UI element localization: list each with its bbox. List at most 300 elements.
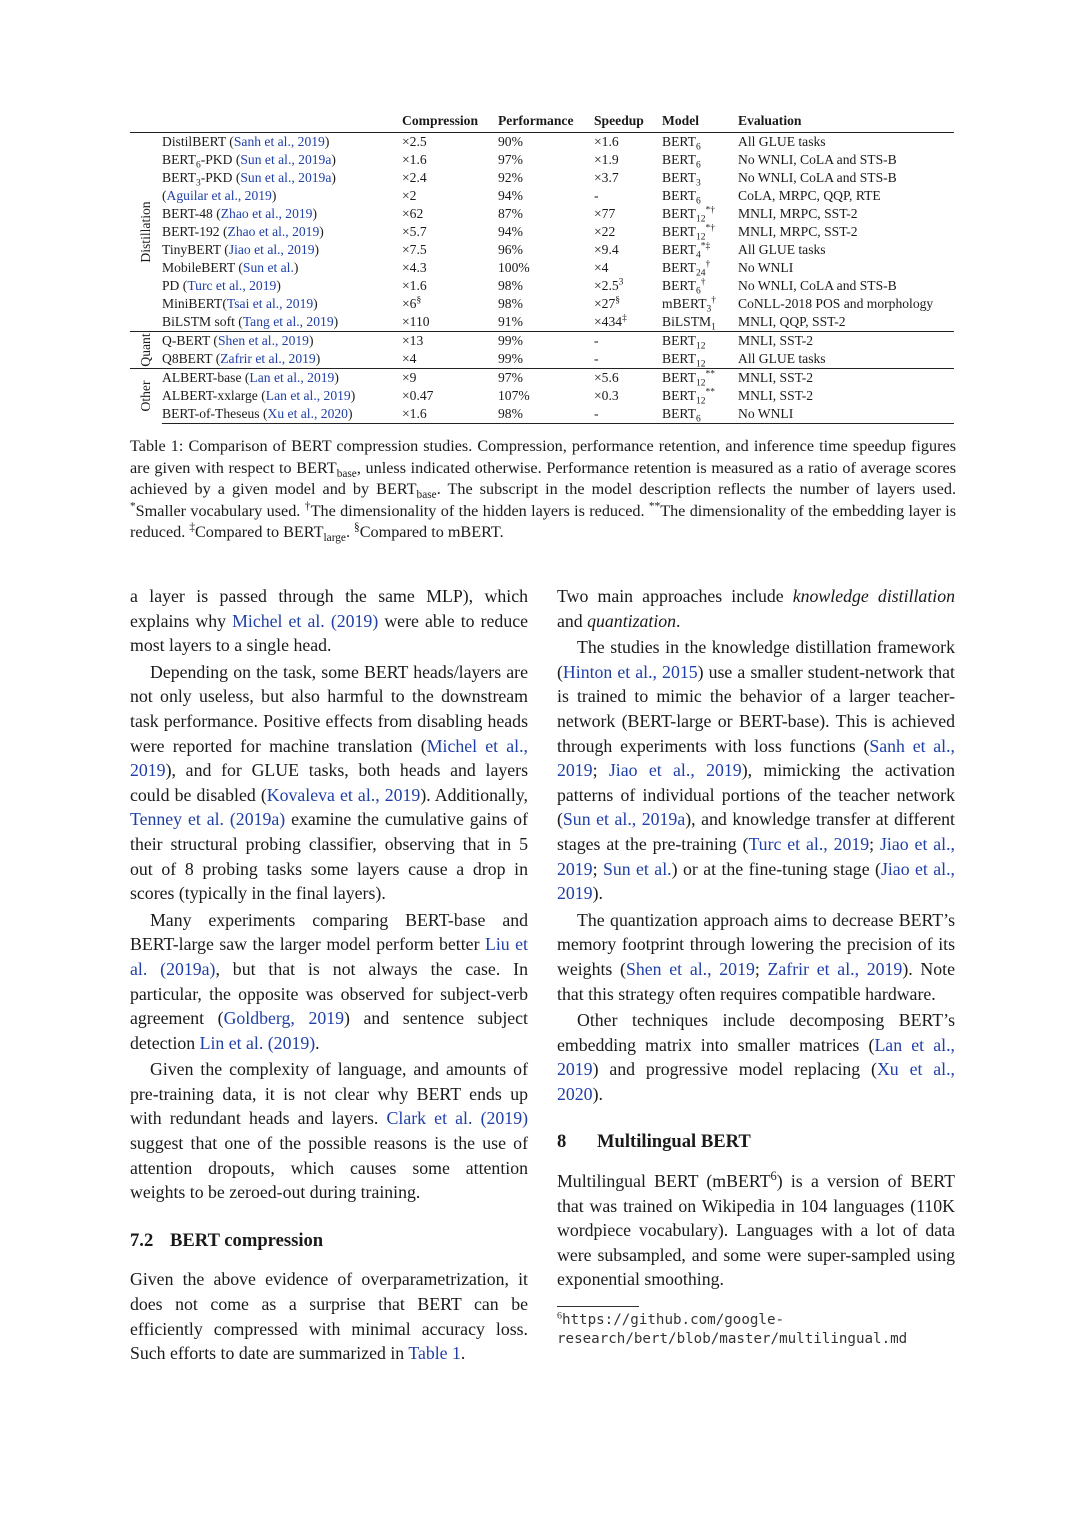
citation-link[interactable]: Zafrir et al., 2019	[767, 958, 903, 979]
speedup-cell	[594, 405, 662, 424]
compression-cell	[402, 151, 498, 169]
performance-cell: 94%	[498, 188, 523, 203]
compression-value: ×0.47	[402, 388, 434, 403]
group-label: Other	[138, 380, 153, 412]
compression-value: ×5.7	[402, 224, 427, 239]
table-row	[130, 169, 954, 187]
citation-link[interactable]: Tsai et al., 2019	[226, 296, 314, 311]
citation-link[interactable]: Liu et al. (2019a)	[130, 934, 528, 979]
text-span: Many experiments comparing BERT-base and BERT-large saw the larger model perform better	[130, 909, 528, 955]
citation-link[interactable]: Xu et al., 2020	[557, 1059, 955, 1104]
compression-value: ×1.6	[402, 278, 427, 293]
text-span: Other techniques include decomposing BERT’s embedding matrix into smaller matrices (	[557, 1010, 955, 1055]
compression-value: ×1.6	[402, 152, 427, 167]
speedup-value: -	[594, 351, 599, 366]
text-span: ;	[869, 833, 881, 854]
speedup-cell	[594, 133, 662, 152]
text-span: The studies in the knowledge distillation framework (	[557, 637, 955, 682]
evaluation-cell: MNLI, MRPC, SST-2	[738, 206, 858, 221]
speedup-value: ×5.6	[594, 370, 619, 385]
base-model-layers: 6	[695, 160, 701, 171]
citation-link[interactable]: Zhao et al., 2019	[220, 206, 313, 221]
table-row	[130, 313, 954, 332]
base-model-layers: 12	[695, 359, 706, 370]
base-model-note: †	[700, 277, 706, 288]
paragraph	[130, 584, 528, 658]
model-name-cell: MobileBERT (Sun et al.)	[162, 260, 299, 275]
speedup-cell	[594, 369, 662, 388]
text-span: , but that is not always the case. In particular, the opposite was observed for subject-verb agreement (	[130, 958, 528, 1029]
compression-value: ×1.6	[402, 406, 427, 421]
base-model-layers: 12	[695, 232, 706, 243]
base-model-note: *†	[705, 205, 715, 216]
base-model-layers: 1	[711, 322, 716, 333]
model-name: BERT-of-Theseus	[162, 406, 260, 421]
base-model-cell	[662, 223, 738, 241]
subscript: base	[416, 489, 437, 502]
header-model: Model	[662, 112, 738, 133]
model-name-cell: PD (Turc et al., 2019)	[162, 278, 281, 293]
base-model-cell	[662, 387, 738, 405]
base-model-cell	[662, 313, 738, 332]
table-row	[130, 277, 954, 295]
header-speedup: Speedup	[594, 112, 662, 133]
base-model-layers: 6	[695, 286, 701, 297]
citation-link[interactable]: Turc et al., 2019	[187, 278, 277, 293]
speedup-cell	[594, 295, 662, 313]
superscript: *	[130, 500, 136, 513]
base-model-layers: 12	[695, 396, 706, 407]
base-model-name: BERT	[662, 152, 696, 167]
compression-value: ×2.5	[402, 134, 427, 149]
compression-value: ×4.3	[402, 260, 427, 275]
speedup-cell	[594, 187, 662, 205]
subscript: large	[323, 532, 346, 545]
base-model-cell	[662, 151, 738, 169]
right-column	[557, 584, 955, 1348]
table-row	[130, 151, 954, 169]
section-heading	[130, 1229, 528, 1254]
model-name-cell: $BERT_6$-PKD (Sun et al., 2019a)	[162, 152, 336, 171]
compression-cell	[402, 405, 498, 424]
model-name: BERT-48	[162, 206, 213, 221]
evaluation-cell: MNLI, SST-2	[738, 388, 814, 403]
compression-value: ×13	[402, 333, 424, 348]
base-model-name: BERT	[662, 224, 696, 239]
model-name: PD	[162, 278, 180, 293]
citation-link[interactable]: Aguilar et al., 2019	[166, 188, 272, 203]
base-model-note: †	[711, 295, 717, 306]
speedup-cell	[594, 387, 662, 405]
compression-cell	[402, 295, 498, 313]
speedup-cell	[594, 151, 662, 169]
section-title: BERT compression	[170, 1229, 324, 1251]
text-span: ) use a smaller student-network that is trained to mimic the behavior of a larger teacher-network (BERT-large or BERT-base). This is achieved through experiments with loss functions (	[557, 661, 955, 756]
header-group	[130, 112, 162, 133]
base-model-name: BERT	[662, 333, 696, 348]
speedup-value: ×0.3	[594, 388, 619, 403]
speedup-value: ×2.5	[594, 278, 619, 293]
footnote-mark: 6	[557, 1310, 562, 1322]
model-name-cell: ALBERT-xxlarge (Lan et al., 2019)	[162, 388, 356, 403]
base-model-layers: 12	[695, 214, 706, 225]
compression-value: ×9	[402, 370, 417, 385]
text-span: ) is a version of BERT that was trained on Wikipedia in 104 languages (110K wordpiece vocabulary). Languages with a lot of data were subsampled, and some were super-sampled using exponential smoothing.	[557, 1171, 955, 1290]
performance-cell: 96%	[498, 242, 523, 257]
text-span: ). Note that this strategy often requires compatible hardware.	[557, 958, 955, 1004]
speedup-cell	[594, 277, 662, 295]
base-model-layers: 6	[695, 414, 701, 425]
speedup-cell	[594, 259, 662, 277]
base-model-cell	[662, 205, 738, 223]
section-heading	[557, 1130, 955, 1155]
evaluation-cell: No WNLI, CoLA and STS-B	[738, 170, 897, 185]
citation-link[interactable]: Xu et al., 2020	[267, 406, 348, 421]
compression-cell	[402, 259, 498, 277]
model-name-cell: BERT-of-Theseus (Xu et al., 2020)	[162, 405, 402, 424]
paragraph	[557, 584, 955, 633]
citation-link[interactable]: Jiao et al., 2019	[608, 760, 742, 781]
performance-cell: 92%	[498, 170, 523, 185]
base-model-layers: 6	[695, 142, 701, 153]
text-span: ).	[592, 1083, 603, 1104]
text-span: The dimensionality of the embedding layer is reduced.	[130, 501, 957, 541]
base-model-note: **	[705, 369, 715, 380]
speedup-value: ×9.4	[594, 242, 619, 257]
text-span: ), mimicking the activation patterns of individual portions of the teacher network (	[557, 760, 955, 830]
left-column	[130, 584, 528, 1366]
evaluation-cell: All GLUE tasks	[738, 133, 954, 152]
citation-link[interactable]: Sun et al., 2019a	[562, 809, 686, 830]
base-model-layers: 24	[695, 268, 706, 279]
compression-cell	[402, 187, 498, 205]
evaluation-cell: No WNLI	[738, 260, 794, 275]
text-span: ). Additionally,	[420, 784, 528, 805]
model-name: BiLSTM soft	[162, 314, 235, 329]
text-span: ;	[754, 958, 768, 979]
paragraph	[557, 908, 955, 1006]
table-row	[130, 295, 954, 313]
model-name-cell: MiniBERT(Tsai et al., 2019)	[162, 296, 318, 311]
compression-note: §	[416, 295, 422, 306]
text-span: ;	[592, 760, 609, 781]
model-name-cell: Q-BERT (Shen et al., 2019)	[162, 332, 402, 351]
base-model-cell	[662, 133, 738, 152]
citation-link[interactable]: Sun et al., 2019a	[240, 152, 332, 167]
performance-cell: 98%	[498, 405, 594, 424]
evaluation-cell: All GLUE tasks	[738, 242, 826, 257]
performance-cell: 94%	[498, 224, 523, 239]
superscript: **	[648, 500, 661, 513]
table-row	[130, 205, 954, 223]
citation-link[interactable]: Shen et al., 2019	[217, 333, 309, 348]
evaluation-cell: No WNLI	[738, 405, 954, 424]
model-name-cell: Q8BERT (Zafrir et al., 2019)	[162, 351, 321, 366]
section-number: 8	[557, 1131, 567, 1153]
compression-cell	[402, 369, 498, 388]
performance-cell: 97%	[498, 369, 594, 388]
performance-cell: 99%	[498, 332, 594, 351]
speedup-value: ×77	[594, 206, 616, 221]
model-name: DistilBERT	[162, 134, 226, 149]
performance-cell: 98%	[498, 278, 523, 293]
paragraph	[557, 635, 955, 906]
header-compression: Compression	[402, 112, 498, 133]
emphasis-text: quantization	[587, 610, 677, 631]
base-model-name: BERT	[662, 370, 696, 385]
evaluation-cell: MNLI, SST-2	[738, 369, 954, 388]
evaluation-cell: No WNLI, CoLA and STS-B	[738, 278, 897, 293]
compression-cell	[402, 277, 498, 295]
table-row	[130, 133, 954, 152]
table-row	[130, 369, 954, 388]
model-name: BERT-192	[162, 224, 220, 239]
base-model-cell	[662, 169, 738, 187]
base-model-cell	[662, 350, 738, 369]
base-model-layers: 12	[695, 378, 706, 389]
evaluation-cell: All GLUE tasks	[738, 351, 826, 366]
performance-cell: 91%	[498, 314, 523, 329]
text-span: Given the above evidence of overparametrization, it does not come as a surprise that BERT can be efficiently compressed with minimal accuracy loss. Such efforts to date are summarized in	[130, 1269, 528, 1364]
evaluation-cell: MNLI, SST-2	[738, 332, 954, 351]
table-row	[130, 259, 954, 277]
header-model-name	[162, 112, 402, 133]
text-span: Multilingual BERT (mBERT	[557, 1171, 771, 1192]
base-model-name: BERT	[662, 388, 696, 403]
base-model-name: BERT	[662, 134, 696, 149]
citation-link[interactable]: Tenney et al. (2019a)	[130, 809, 286, 830]
model-name: ALBERT-base	[162, 370, 242, 385]
base-model-layers: 12	[695, 341, 706, 352]
compression-value: ×110	[402, 314, 430, 329]
speedup-value: ×3.7	[594, 170, 619, 185]
compression-cell	[402, 205, 498, 223]
citation-link[interactable]: Lan et al., 2019	[265, 388, 351, 403]
compression-cell	[402, 133, 498, 152]
citation-link[interactable]: Sun et al.	[242, 260, 294, 275]
performance-cell: 107%	[498, 388, 530, 403]
model-name-cell: $BERT_3$-PKD (Sun et al., 2019a)	[162, 170, 336, 189]
header-performance: Performance	[498, 112, 594, 133]
compression-cell	[402, 169, 498, 187]
superscript: §	[354, 521, 360, 534]
superscript: ‡	[189, 521, 195, 534]
model-name: ALBERT-xxlarge	[162, 388, 258, 403]
speedup-value: ×4	[594, 260, 609, 275]
citation-link[interactable]: Zhao et al., 2019	[227, 224, 320, 239]
citation-link[interactable]: Goldberg, 2019	[223, 1008, 345, 1029]
text-span: Given the complexity of language, and amounts of pre-training data, it is not clear why BERT ends up with redundant heads and layers.	[130, 1059, 528, 1129]
text-span: Depending on the task, some BERT heads/layers are not only useless, but also harmful to the downstream task performance. Positive effects from disabling heads were reported for machine translation (	[130, 661, 528, 756]
base-model-cell	[662, 259, 738, 277]
text-span: The quantization approach aims to decrease BERT’s memory footprint through lowering the precision of its weights (	[557, 909, 955, 979]
group-label: Quant	[138, 333, 153, 367]
citation-link[interactable]: Hinton et al., 2015	[562, 661, 698, 682]
model-name-cell: BERT-48 (Zhao et al., 2019)	[162, 206, 317, 221]
speedup-cell	[594, 241, 662, 259]
speedup-value: ×434	[594, 314, 623, 329]
paragraph	[130, 1057, 528, 1205]
model-name: BERT	[162, 170, 196, 185]
compression-value: ×6	[402, 296, 417, 311]
footnote	[557, 1311, 955, 1348]
base-model-name: BERT	[662, 406, 696, 421]
paragraph	[130, 1267, 528, 1365]
base-model-name: BERT	[662, 351, 696, 366]
citation-link[interactable]: Michel et al. (2019)	[232, 610, 379, 631]
compression-cell	[402, 313, 498, 332]
citation-link[interactable]: Zafrir et al., 2019	[220, 351, 316, 366]
text-span: .	[345, 523, 355, 541]
citation-link[interactable]: Lan et al., 2019	[557, 1034, 955, 1080]
table-row	[130, 223, 954, 241]
base-model-cell	[662, 332, 738, 351]
performance-cell: 97%	[498, 152, 523, 167]
performance-cell: 99%	[498, 351, 523, 366]
citation-link[interactable]: Table 1	[408, 1343, 461, 1364]
speedup-cell	[594, 350, 662, 369]
text-span: Compared to BERT	[195, 523, 324, 541]
subscript: base	[336, 467, 357, 480]
model-name-cell: TinyBERT (Jiao et al., 2019)	[162, 242, 320, 257]
text-span: Compared to mBERT.	[359, 523, 504, 541]
paragraph	[557, 1008, 955, 1106]
compression-cell	[402, 241, 498, 259]
citation-link[interactable]: Sanh et al., 2019	[233, 134, 325, 149]
table-caption	[130, 436, 956, 544]
compression-cell	[402, 387, 498, 405]
section-number: 7.2	[130, 1229, 154, 1251]
citation-link[interactable]: Lan et al., 2019	[249, 370, 335, 385]
compression-cell	[402, 350, 498, 369]
evaluation-cell: MNLI, MRPC, SST-2	[738, 224, 858, 239]
base-model-layers: 3	[695, 178, 701, 189]
speedup-note: ‡	[622, 313, 627, 324]
base-model-layers: 6	[695, 196, 701, 207]
model-name-suffix: -PKD	[200, 170, 233, 185]
text-span: ;	[592, 858, 603, 879]
model-name-cell: (Aguilar et al., 2019)	[162, 188, 277, 203]
speedup-note: §	[615, 295, 621, 306]
compression-value: ×2	[402, 188, 417, 203]
speedup-note: 3	[618, 277, 624, 288]
text-span: Two main approaches include	[557, 586, 793, 606]
base-model-note: *‡	[700, 241, 711, 252]
citation-link[interactable]: Turc et al., 2019	[748, 833, 870, 854]
speedup-value: ×27	[594, 296, 616, 311]
base-model-name: BERT	[662, 188, 696, 203]
text-span: The dimensionality of the hidden layers is reduced.	[310, 501, 649, 520]
base-model-name: BERT	[662, 278, 696, 293]
citation-link[interactable]: Sanh et al., 2019	[557, 735, 955, 781]
performance-cell: 98%	[498, 296, 523, 311]
base-model-cell	[662, 369, 738, 388]
compression-value: ×62	[402, 206, 424, 221]
group-cell	[130, 133, 162, 332]
speedup-value: -	[594, 333, 599, 348]
model-name-suffix: -PKD	[200, 152, 233, 167]
citation-link[interactable]: Sun et al.	[602, 858, 672, 879]
speedup-value: ×1.6	[594, 134, 619, 149]
base-model-name: BERT	[662, 170, 696, 185]
speedup-value: ×22	[594, 224, 616, 239]
model-name-cell: BERT-192 (Zhao et al., 2019)	[162, 224, 324, 239]
citation-link[interactable]: Tang et al., 2019	[242, 314, 334, 329]
text-span: ), and knowledge transfer at different stages at the pre-training (	[557, 809, 955, 854]
citation-link[interactable]: Sun et al., 2019a	[240, 170, 332, 185]
evaluation-cell: CoLA, MRPC, QQP, RTE	[738, 188, 881, 203]
group-cell	[130, 332, 162, 369]
compression-value: ×7.5	[402, 242, 427, 257]
base-model-layers: 3	[706, 304, 712, 315]
text-span: .	[315, 1032, 320, 1053]
footnote-rule	[557, 1306, 639, 1307]
citation-link[interactable]: Kovaleva et al., 2019	[266, 784, 421, 805]
evaluation-cell: No WNLI, CoLA and STS-B	[738, 152, 897, 167]
header-evaluation: Evaluation	[738, 112, 954, 133]
speedup-value: -	[594, 188, 599, 203]
citation-link[interactable]: Lin et al. (2019)	[199, 1032, 316, 1053]
speedup-cell	[594, 332, 662, 351]
citation-link[interactable]: Michel et al., 2019	[130, 735, 528, 781]
citation-link[interactable]: Jiao et al., 2019	[557, 858, 955, 904]
text-span: ) or at the fine-tuning stage (	[671, 858, 881, 879]
citation-link[interactable]: Jiao et al., 2019	[557, 833, 955, 879]
paragraph	[557, 1169, 955, 1292]
model-name-cell: DistilBERT (Sanh et al., 2019)	[162, 133, 402, 152]
section-title: Multilingual BERT	[597, 1131, 751, 1153]
paragraph	[130, 660, 528, 906]
citation-link[interactable]: Clark et al. (2019)	[386, 1108, 529, 1129]
base-model-cell	[662, 187, 738, 205]
base-model-cell	[662, 277, 738, 295]
text-span: , unless indicated otherwise. Performance retention is measured as a ratio of average scores achieved by a given model and by BERT	[130, 458, 956, 498]
text-span: a layer is passed through the same MLP), which explains why	[130, 586, 528, 631]
superscript: 6	[770, 1169, 777, 1184]
speedup-cell	[594, 313, 662, 332]
text-span: ), and for GLUE tasks, both heads and layers could be disabled (	[130, 760, 528, 805]
table-body	[130, 133, 954, 424]
table-header-row	[130, 112, 954, 133]
text-span: ) and progressive model replacing (	[592, 1059, 877, 1080]
model-name: Q-BERT	[162, 333, 211, 348]
text-span: Table 1: Comparison of BERT compression studies. Compression, performance retention, and inference time speedup figures are given with respect to BERT	[130, 437, 956, 477]
base-model-note: **	[705, 387, 715, 398]
base-model-name: BERT	[662, 242, 696, 257]
footnote-url[interactable]: https://github.com/google-research/bert/blob/master/multilingual.md	[557, 1312, 908, 1347]
base-model-name: BiLSTM	[662, 314, 712, 329]
citation-link[interactable]: Shen et al., 2019	[625, 958, 755, 979]
text-span: examine the cumulative gains of their structural probing classifier, observing that in 5 out of 8 probing tasks some layers cause a drop in scores (typically in the final layers).	[130, 809, 528, 904]
paragraph	[130, 908, 528, 1056]
text-span: . The subscript in the model description reflects the number of layers used.	[436, 480, 956, 498]
compression-value: ×2.4	[402, 170, 427, 185]
comparison-table	[130, 112, 954, 424]
speedup-value: -	[594, 406, 599, 421]
base-model-layers: 4	[695, 250, 701, 261]
base-model-name: BERT	[662, 206, 696, 221]
text-span: .	[676, 610, 681, 631]
table-row	[130, 332, 954, 351]
model-name: TinyBERT	[162, 242, 221, 257]
table-row	[130, 387, 954, 405]
model-layer-sub: 3	[195, 178, 201, 189]
model-name: MobileBERT	[162, 260, 235, 275]
citation-link[interactable]: Jiao et al., 2019	[228, 242, 315, 257]
table-row	[130, 405, 954, 424]
evaluation-cell: MNLI, QQP, SST-2	[738, 314, 846, 329]
evaluation-cell: CoNLL-2018 POS and morphology	[738, 296, 934, 311]
